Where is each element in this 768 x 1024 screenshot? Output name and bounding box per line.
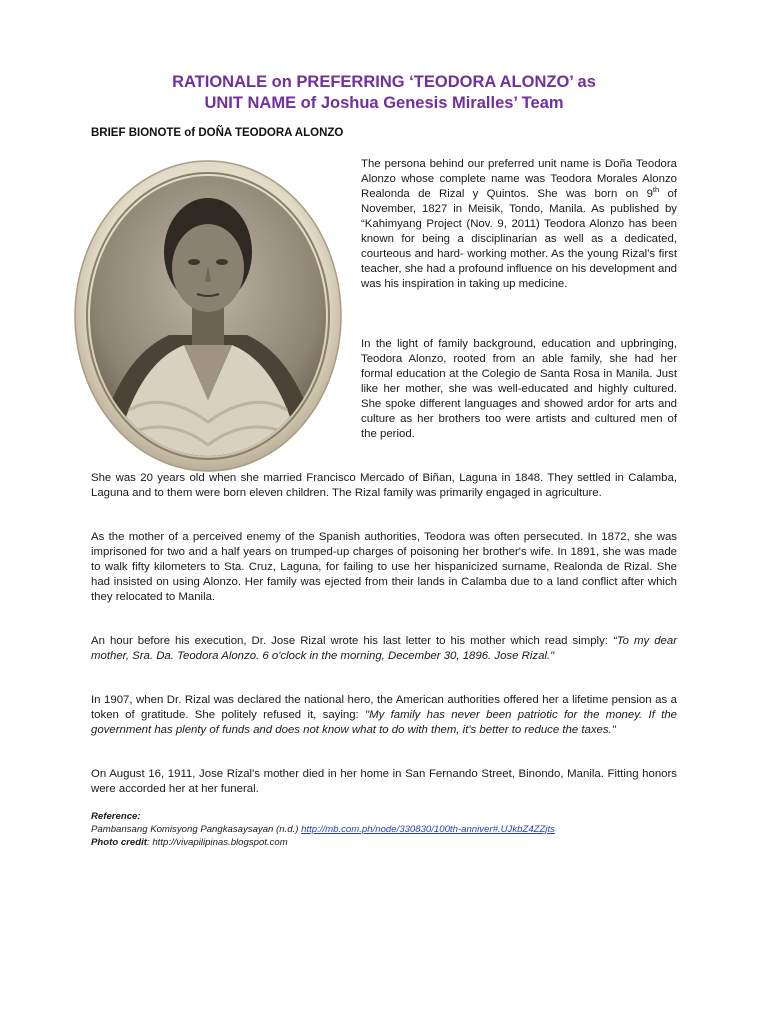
reference-link[interactable]: http://mb.com.ph/node/330830/100th-anniver#.UJkbZ4ZZjts [301, 824, 555, 835]
p6-quote: "My family has never been patriotic for the money. If the government has plenty of funds and does not know what to do with them, it's better to reduce the taxes." [91, 709, 678, 736]
photo-credit-label: Photo credit [91, 837, 147, 848]
paragraph-6 [91, 693, 677, 738]
page-title [0, 72, 768, 114]
title-line-1: RATIONALE on PREFERRING ‘TEODORA ALONZO’ as [172, 73, 596, 91]
paragraph-4: As the mother of a perceived enemy of the Spanish authorities, Teodora was often persecuted. In 1872, she was imprisoned for two and a half years on trumped-up charges of poisoning her brother's wife. In 1891, she was made to walk fifty kilometers to Sta. Cruz, Laguna, for failing to use her hispanicized surname, Realonda de Rizal. She had insisted on using Alonzo. Her family was ejected from their lands in Calamba due to a land conflict after which they relocated to Manila. [91, 531, 677, 603]
p5-text: An hour before his execution, Dr. Jose Rizal wrote his last letter to his mother which read simply: [91, 635, 613, 647]
photo-credit [91, 837, 288, 850]
p6-text: In 1907, when Dr. Rizal was declared the national hero, the American authorities offered her a lifetime pension as a token of gratitude. She politely refused it, saying: [91, 694, 677, 721]
photo-credit-sep: : [146, 837, 153, 848]
p1-superscript: th [652, 185, 660, 195]
reference-source [91, 824, 555, 837]
paragraph-1 [361, 157, 677, 292]
p5-quote: “To my dear mother, Sra. Da. Teodora Alonzo. 6 o'clock in the morning, December 30, 1896. Jose Rizal." [91, 635, 677, 662]
portrait-photo [74, 160, 342, 472]
title-line-2: UNIT NAME of Joshua Genesis Miralles’ Team [204, 94, 564, 112]
reference-label: Reference: [91, 811, 141, 822]
paragraph-5 [91, 634, 677, 664]
section-heading: BRIEF BIONOTE of DOÑA TEODORA ALONZO [91, 127, 344, 139]
paragraph-2: In the light of family background, education and upbringing, Teodora Alonzo, rooted from an able family, she had her formal education at the Colegio de Santa Rosa in Manila. Just like her mother, she was well-educated and highly cultured. She spoke different languages and showed ardor for arts and culture as her brothers too were artists and cultured men of the period. [361, 338, 677, 440]
paragraph-3: She was 20 years old when she married Francisco Mercado of Biñan, Laguna in 1848. They settled in Calamba, Laguna and to them were born eleven children. The Rizal family was primarily engaged in agriculture. [91, 472, 677, 499]
p1-text-b: of November, 1827 in Meisik, Tondo, Manila. As published by “Kahimyang Project (Nov. 9, 2011) Teodora Alonzo has been known for being a disciplinarian as well as a dedicated, courteous and hard- working mother. As the young Rizal's first teacher, she had a profound influence on his development and was his inspiration in taking up medicine. [361, 188, 677, 290]
reference-source-text: Pambansang Komisyong Pangkasaysayan (n.d.) [91, 824, 302, 835]
p1-text-a: The persona behind our preferred unit name is Doña Teodora Alonzo whose complete name was Teodora Morales Alonzo Realonda de Rizal y Quintos. She was born on 9 [361, 158, 677, 200]
paragraph-7: On August 16, 1911, Jose Rizal's mother died in her home in San Fernando Street, Binondo, Manila. Fitting honors were accorded her at her funeral. [91, 768, 677, 795]
portrait-photo-icon [74, 160, 342, 472]
photo-credit-url: http://vivapilipinas.blogspot.com [152, 837, 288, 848]
